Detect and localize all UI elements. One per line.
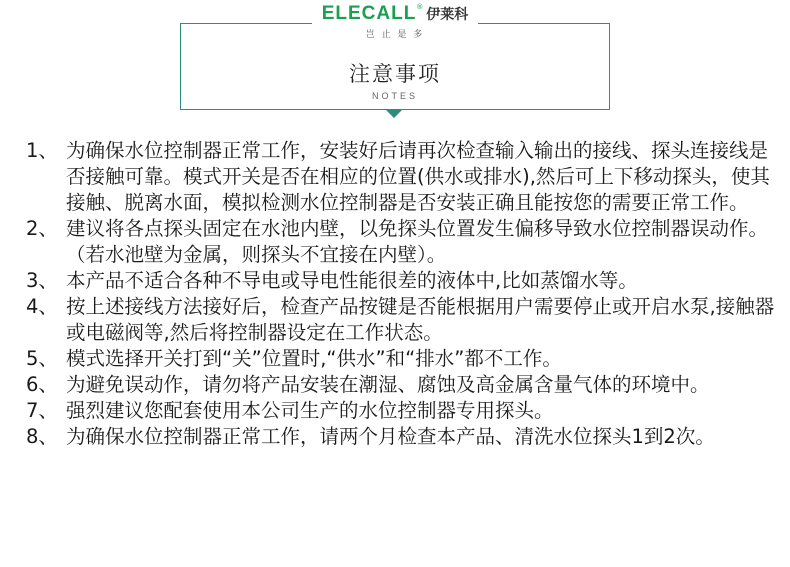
header bbox=[0, 0, 790, 120]
item-number: 7、 bbox=[26, 399, 58, 422]
logo-brand: ELECALL bbox=[321, 3, 417, 24]
list-item bbox=[26, 138, 776, 216]
item-text: 为避免误动作，请勿将产品安装在潮湿、腐蚀及高金属含量气体的环境中。 bbox=[66, 373, 710, 396]
slogan: 岂 止 是 多 bbox=[365, 30, 425, 40]
item-text: 为确保水位控制器正常工作，安装好后请再次检查输入输出的接线、探头连接线是否接触可靠。模式开关是否在相应的位置(供水或排水),然后可上下移动探头，使其接触、脱离水面，模拟检测水位控制器是否安装正确且能按您的需要正常工作。 bbox=[66, 139, 770, 214]
item-number: 4、 bbox=[26, 295, 58, 318]
frame-top-left bbox=[180, 23, 312, 24]
page-subtitle: NOTES bbox=[371, 91, 418, 101]
list-item bbox=[26, 372, 776, 398]
item-text: 模式选择开关打到“关”位置时,“供水”和“排水”都不工作。 bbox=[66, 347, 562, 370]
item-text: 按上述接线方法接好后，检查产品按键是否能根据用户需要停止或开启水泵,接触器或电磁阀等,然后将控制器设定在工作状态。 bbox=[66, 295, 775, 344]
frame-top-right bbox=[478, 23, 609, 24]
item-number: 1、 bbox=[26, 139, 58, 162]
item-number: 3、 bbox=[26, 269, 58, 292]
item-number: 2、 bbox=[26, 217, 58, 240]
logo bbox=[0, 3, 790, 25]
list-item bbox=[26, 216, 776, 268]
list-item bbox=[26, 268, 776, 294]
registered-mark: ® bbox=[416, 3, 424, 11]
item-number: 8、 bbox=[26, 425, 58, 448]
item-text: 建议将各点探头固定在水池内壁，以免探头位置发生偏移导致水位控制器误动作。（若水池壁为金属，则探头不宜接在内壁）。 bbox=[66, 217, 769, 266]
item-number: 6、 bbox=[26, 373, 58, 396]
page-title: 注意事项 bbox=[349, 62, 441, 86]
list-item bbox=[26, 424, 776, 450]
list-item bbox=[26, 346, 776, 372]
list-item bbox=[26, 398, 776, 424]
item-number: 5、 bbox=[26, 347, 58, 370]
notes-list bbox=[26, 138, 776, 450]
triangle-down-icon bbox=[386, 110, 402, 118]
item-text: 为确保水位控制器正常工作，请两个月检查本产品、清洗水位探头1到2次。 bbox=[66, 425, 715, 448]
logo-brand-cn: 伊莱科 bbox=[426, 7, 469, 23]
item-text: 强烈建议您配套使用本公司生产的水位控制器专用探头。 bbox=[66, 399, 554, 422]
item-text: 本产品不适合各种不导电或导电性能很差的液体中,比如蒸馏水等。 bbox=[66, 269, 638, 292]
list-item bbox=[26, 294, 776, 346]
